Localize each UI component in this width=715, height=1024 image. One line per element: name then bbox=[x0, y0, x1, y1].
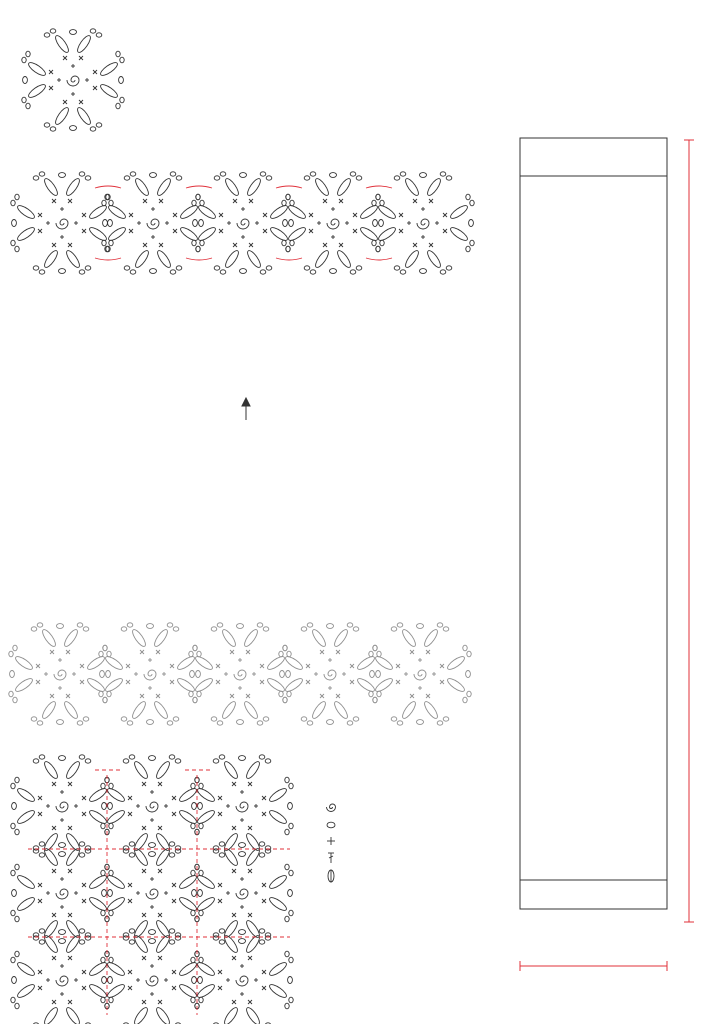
chain-icon bbox=[327, 822, 335, 828]
diag3-base-strip bbox=[9, 623, 471, 725]
magic-ring-icon bbox=[327, 804, 336, 812]
puff-stitch-icon bbox=[328, 870, 334, 882]
single-crochet-icon bbox=[327, 837, 335, 845]
diag4-grid bbox=[11, 755, 293, 1024]
scarf-schematic bbox=[520, 138, 694, 971]
diag1-motif bbox=[22, 29, 124, 131]
diag2-strip bbox=[11, 172, 474, 274]
double-crochet-icon bbox=[328, 853, 334, 863]
continua-arrow bbox=[242, 398, 250, 420]
legend-icons bbox=[327, 804, 336, 882]
